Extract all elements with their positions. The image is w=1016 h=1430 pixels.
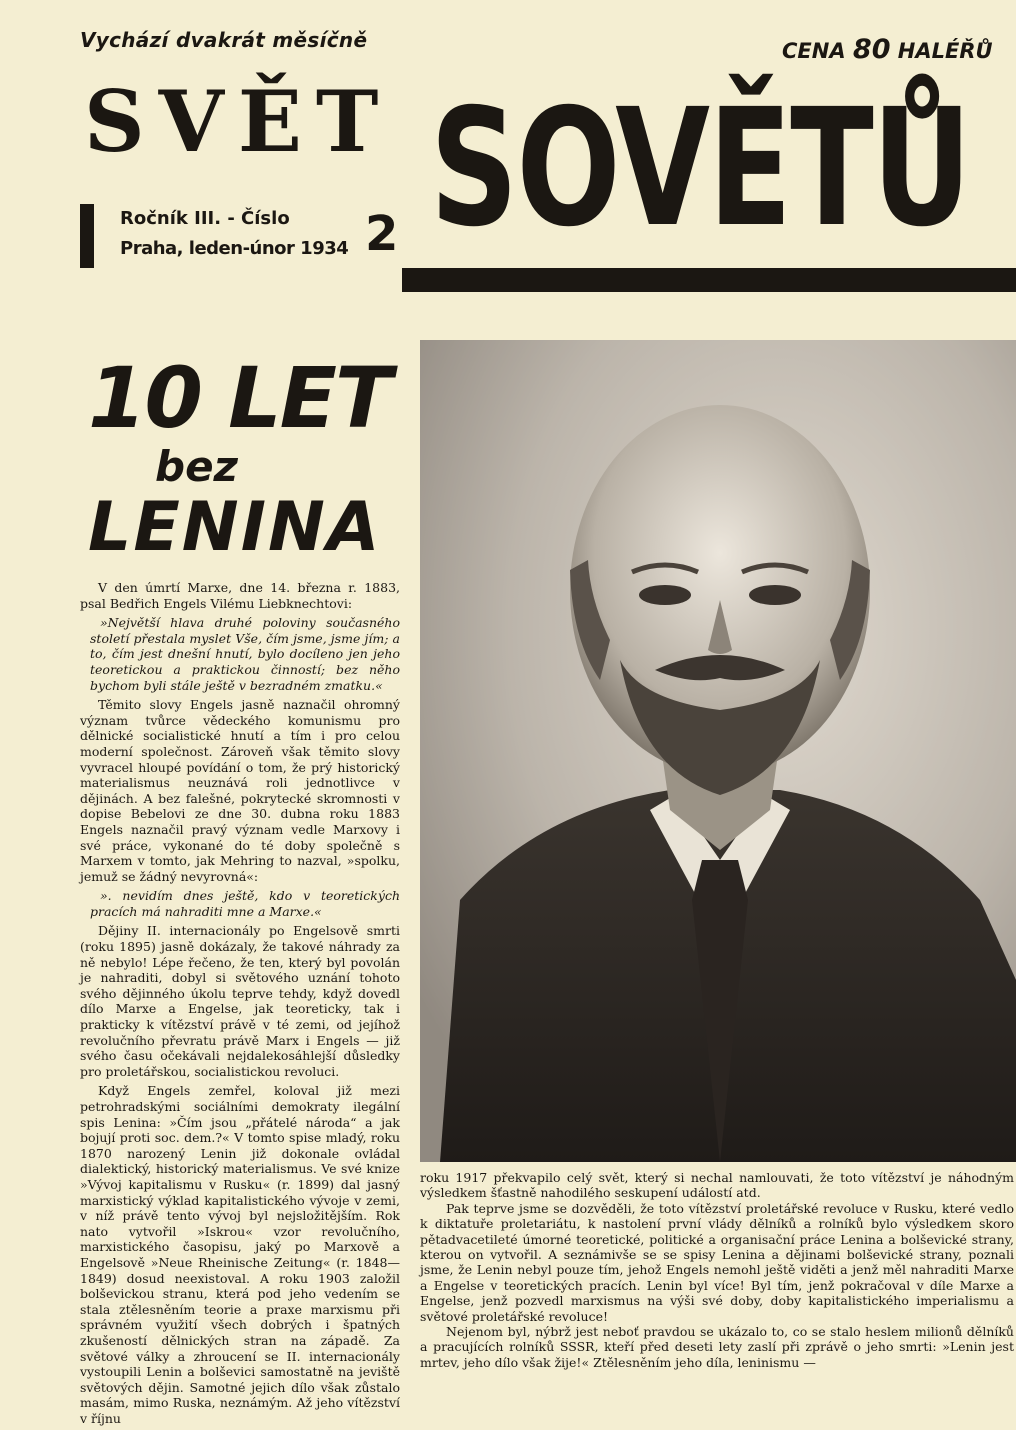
masthead-rule (402, 268, 1016, 292)
volume-bar (80, 204, 94, 268)
article-paragraph: Pak teprve jsme se dozvěděli, že toto vítězství proletářské revoluce v Rusku, které vedlo k diktatuře proletariátu, k nastolení první vlády dělníků a rolníků bylo výsledkem skoro pětadvacetileté úmorné teoretické, politické a organisační práce Lenina a bolševické strany, kterou on vytvořil. A seznámivše se se spisy Lenina a dějinami bolševické strany, poznali jsme, že Lenin nebyl pouze tím, jehož Engels nemohl ještě viděti a jenž měl nahraditi Marxe a Engelse v teoretických pracích. Lenin byl více! Byl tím, jenž pokračoval v díle Marxe a Engelse, jenž pozvedl marxismus na výši své doby, doby kapitalistického imperialismu a světové proletářské revoluce! (420, 1200, 1014, 1324)
article-quote: »Největší hlava druhé poloviny současného století přestala myslet Vše, čím jsme, jsme jím; a to, čím jest dnešní hnutí, bylo docíleno jen jeho teoretickou a praktickou činností; bez něho bychom byli stále ještě v bezradném zmatku.« (90, 615, 400, 693)
masthead-title-svet: SVĚT (84, 72, 393, 171)
article-paragraph: Dějiny II. internacionály po Engelsově smrti (roku 1895) jasně dokázaly, že takové náhrady za ně nebylo! Lépe řečeno, že ten, který byl povolán je nahraditi, dobyl si světového uznání tohoto svého dějinného úkolu teprve tehdy, když dovedl dílo Marxe a Engelse, jak teoreticky, tak i prakticky k vítězství právě v té zemi, od jejíhož revolučního převratu právě Marx i Engels — již svého času očekávali nejdalekosáhlejší důsledky pro proletářskou, socialistickou revoluci. (80, 923, 400, 1079)
price-label (782, 34, 993, 65)
portrait-illustration (420, 340, 1016, 1162)
price-prefix: CENA (782, 39, 846, 63)
volume-label: Ročník III. - Číslo (120, 208, 290, 229)
article-paragraph: roku 1917 překvapilo celý svět, který si nechal namlouvati, že toto vítězství je náhodným výsledkem šťastně nahodilého seskupení událostí atd. (420, 1170, 1014, 1201)
publication-frequency: Vychází dvakrát měsíčně (80, 28, 368, 52)
lenin-portrait-photo (420, 340, 1016, 1162)
article-column-left (80, 580, 400, 1430)
price-unit: HALÉŘŮ (897, 39, 993, 63)
article-paragraph: Těmito slovy Engels jasně naznačil ohromný význam tvůrce vědeckého komunismu pro dělnické socialistické hnutí a tím i pro celou moderní společnost. Zároveň však těmito slovy vyvracel hloupé povídání o tom, že prý historický materialismus neuznává roli jednotlivce v dějinách. A bez falešné, pokrytecké skromnosti v dopise Bebelovi ze dne 30. dubna roku 1883 Engels naznačil pravý význam vedle Marxovy i své práce, vykonané do té doby společně s Marxem v tomto, jak Mehring to nazval, »spolku, jemuž se žádný nevyrovná«: (80, 697, 400, 884)
article-paragraph: Když Engels zemřel, koloval již mezi petrohradskými sociálními demokraty ilegální spis Lenina: »Čím jsou „přátelé národa“ a jak bojují proti soc. dem.?« V tomto spise mladý, roku 1870 narozený Lenin již dokonale ovládal dialektický, historický materialismus. Ve své knize »Vývoj kapitalismu v Rusku« (r. 1899) dal jasný marxistický výklad kapitalistického vývoje v zemi, v níž právě tento vývoj byl nejsložitějším. Rok nato vytvořil »Iskrou« vzor revolučního, marxistického časopisu, jaký po Marxově a Engelsově »Neue Rheinische Zeitung« (r. 1848—1849) dosud neexistoval. A roku 1903 založil bolševickou stranu, která pod jeho vedením se stala ztělesněním teorie a praxe marxismu při správném využití všech dobrých i špatných zkušeností dělnických stran na západě. Za světové války a zhroucení se II. internacionály vystoupili Lenin a bolševici samostatně na jeviště světových dějin. Samotné jejich dílo však zůstalo masám, mimo Ruska, neznámým. Až jeho vítězství v říjnu (80, 1083, 400, 1426)
masthead-title-sovetu: SOVĚTŮ (430, 75, 970, 263)
article-paragraph: Nejenom byl, nýbrž jest neboť pravdou se ukázalo to, co se stalo heslem milionů dělníků a pracujících rolníků SSSR, kteří před deseti lety zaslí při zprávě o jeho smrti: »Lenin jest mrtev, jeho dílo však žije!« Ztělesněním jeho díla, leninismu — (420, 1324, 1014, 1370)
headline-line2: bez (155, 442, 238, 491)
headline-line3: LENINA (88, 488, 382, 567)
price-amount: 80 (852, 34, 891, 65)
headline-line1: 10 LET (88, 349, 391, 447)
issue-number: 2 (365, 206, 399, 262)
article-column-right (420, 1170, 1014, 1370)
article-quote: ». nevidím dnes ještě, kdo v teoretických pracích má nahraditi mne a Marxe.« (90, 888, 400, 919)
place-date: Praha, leden-únor 1934 (120, 238, 349, 259)
article-paragraph: V den úmrtí Marxe, dne 14. března r. 1883, psal Bedřich Engels Vilému Liebknechtovi: (80, 580, 400, 611)
